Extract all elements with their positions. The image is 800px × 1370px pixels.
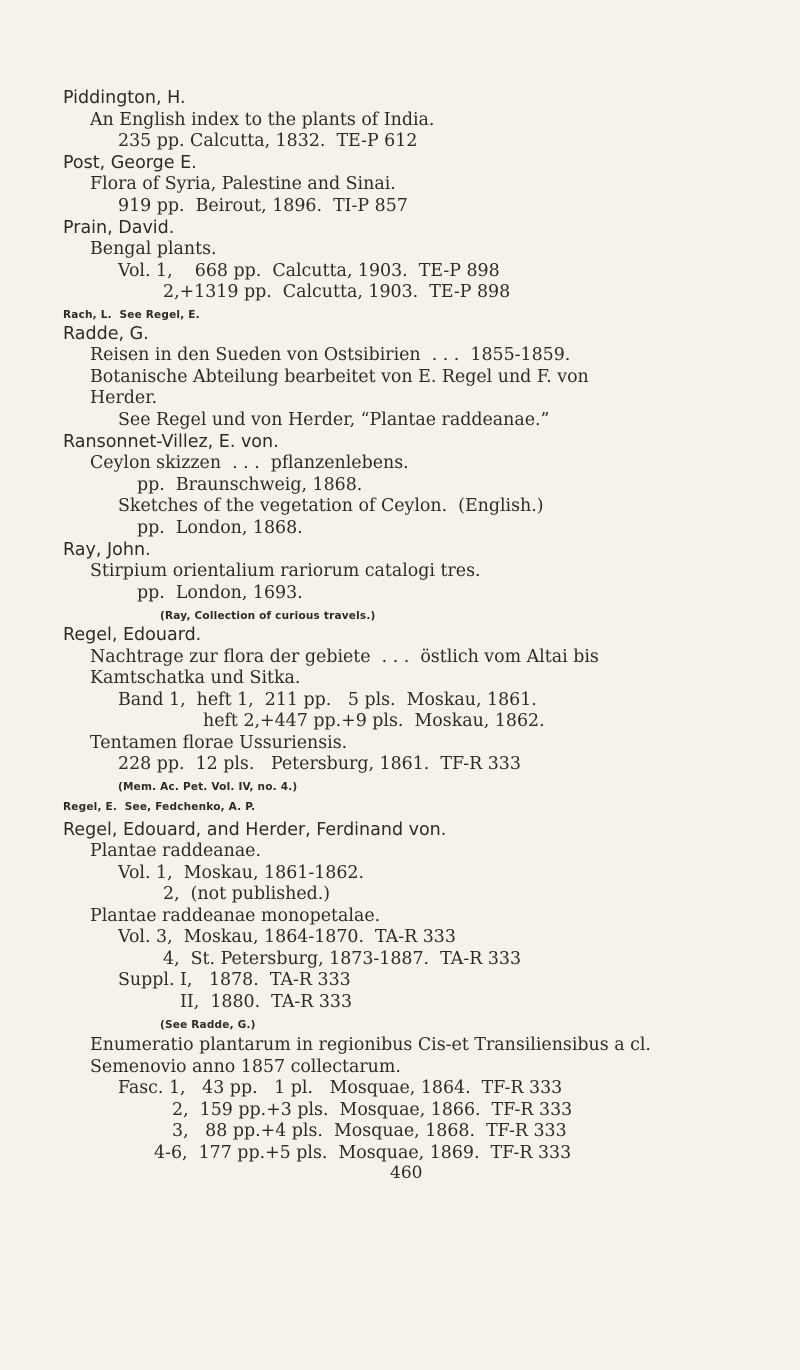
entry-heading: Regel, Edouard, and Herder, Ferdinand von. bbox=[63, 820, 447, 840]
entry-note: Regel, E. See, Fedchenko, A. P. bbox=[63, 801, 256, 813]
entry-line: Botanische Abteilung bearbeitet von E. Regel und F. von bbox=[90, 367, 589, 387]
entry-line: Semenovio anno 1857 collectarum. bbox=[90, 1057, 401, 1077]
entry-line: heft 2,+447 pp.+9 pls. Moskau, 1862. bbox=[203, 711, 545, 731]
page-number: 460 bbox=[390, 1163, 423, 1183]
entry-line: Plantae raddeanae monopetalae. bbox=[90, 906, 381, 926]
entry-note: (See Radde, G.) bbox=[160, 1019, 256, 1031]
entry-line: Reisen in den Sueden von Ostsibirien . . . 1855-1859. bbox=[90, 345, 571, 365]
entry-note: (Ray, Collection of curious travels.) bbox=[160, 610, 376, 622]
entry-line: An English index to the plants of India. bbox=[90, 110, 435, 130]
entry-line: 919 pp. Beirout, 1896. TI-P 857 bbox=[118, 196, 408, 216]
entry-line: pp. Braunschweig, 1868. bbox=[137, 475, 363, 495]
entry-line: 228 pp. 12 pls. Petersburg, 1861. TF-R 333 bbox=[118, 754, 521, 774]
entry-line: Vol. 1, Moskau, 1861-1862. bbox=[118, 863, 364, 883]
entry-line: Herder. bbox=[90, 388, 158, 408]
entry-line: Flora of Syria, Palestine and Sinai. bbox=[90, 174, 396, 194]
entry-line: 4-6, 177 pp.+5 pls. Mosquae, 1869. TF-R 333 bbox=[154, 1143, 572, 1163]
entry-line: Suppl. I, 1878. TA-R 333 bbox=[118, 970, 351, 990]
entry-line: pp. London, 1693. bbox=[137, 583, 303, 603]
entry-heading: Regel, Edouard. bbox=[63, 625, 202, 645]
entry-line: See Regel und von Herder, “Plantae raddeanae.” bbox=[118, 410, 550, 430]
entry-line: Bengal plants. bbox=[90, 239, 217, 259]
entry-line: 2,+1319 pp. Calcutta, 1903. TE-P 898 bbox=[163, 282, 511, 302]
entry-line: Fasc. 1, 43 pp. 1 pl. Mosquae, 1864. TF-R 333 bbox=[118, 1078, 563, 1098]
entry-line: Tentamen florae Ussuriensis. bbox=[90, 733, 348, 753]
entry-line: Vol. 1, 668 pp. Calcutta, 1903. TE-P 898 bbox=[118, 261, 500, 281]
entry-line: Stirpium orientalium rariorum catalogi tres. bbox=[90, 561, 481, 581]
entry-line: Ceylon skizzen . . . pflanzenlebens. bbox=[90, 453, 409, 473]
entry-line: pp. London, 1868. bbox=[137, 518, 303, 538]
entry-line: Vol. 3, Moskau, 1864-1870. TA-R 333 bbox=[118, 927, 456, 947]
entry-heading: Prain, David. bbox=[63, 218, 175, 238]
entry-line: II, 1880. TA-R 333 bbox=[180, 992, 353, 1012]
entry-note: Rach, L. See Regel, E. bbox=[63, 309, 200, 321]
entry-line: Nachtrage zur flora der gebiete . . . östlich vom Altai bis bbox=[90, 647, 599, 667]
entry-line: 2, 159 pp.+3 pls. Mosquae, 1866. TF-R 333 bbox=[172, 1100, 573, 1120]
entry-line: 2, (not published.) bbox=[163, 884, 331, 904]
entry-note: (Mem. Ac. Pet. Vol. IV, no. 4.) bbox=[118, 781, 298, 793]
entry-line: 3, 88 pp.+4 pls. Mosquae, 1868. TF-R 333 bbox=[172, 1121, 567, 1141]
entry-line: Kamtschatka und Sitka. bbox=[90, 668, 301, 688]
entry-line: 235 pp. Calcutta, 1832. TE-P 612 bbox=[118, 131, 418, 151]
entry-heading: Radde, G. bbox=[63, 324, 149, 344]
entry-heading: Piddington, H. bbox=[63, 88, 186, 108]
entry-heading: Ray, John. bbox=[63, 540, 151, 560]
entry-heading: Ransonnet-Villez, E. von. bbox=[63, 432, 279, 452]
entry-heading: Post, George E. bbox=[63, 153, 197, 173]
entry-line: Enumeratio plantarum in regionibus Cis-et Transiliensibus a cl. bbox=[90, 1035, 651, 1055]
entry-line: Band 1, heft 1, 211 pp. 5 pls. Moskau, 1861. bbox=[118, 690, 537, 710]
entry-line: 4, St. Petersburg, 1873-1887. TA-R 333 bbox=[163, 949, 522, 969]
entry-line: Sketches of the vegetation of Ceylon. (English.) bbox=[118, 496, 544, 516]
entry-line: Plantae raddeanae. bbox=[90, 841, 262, 861]
